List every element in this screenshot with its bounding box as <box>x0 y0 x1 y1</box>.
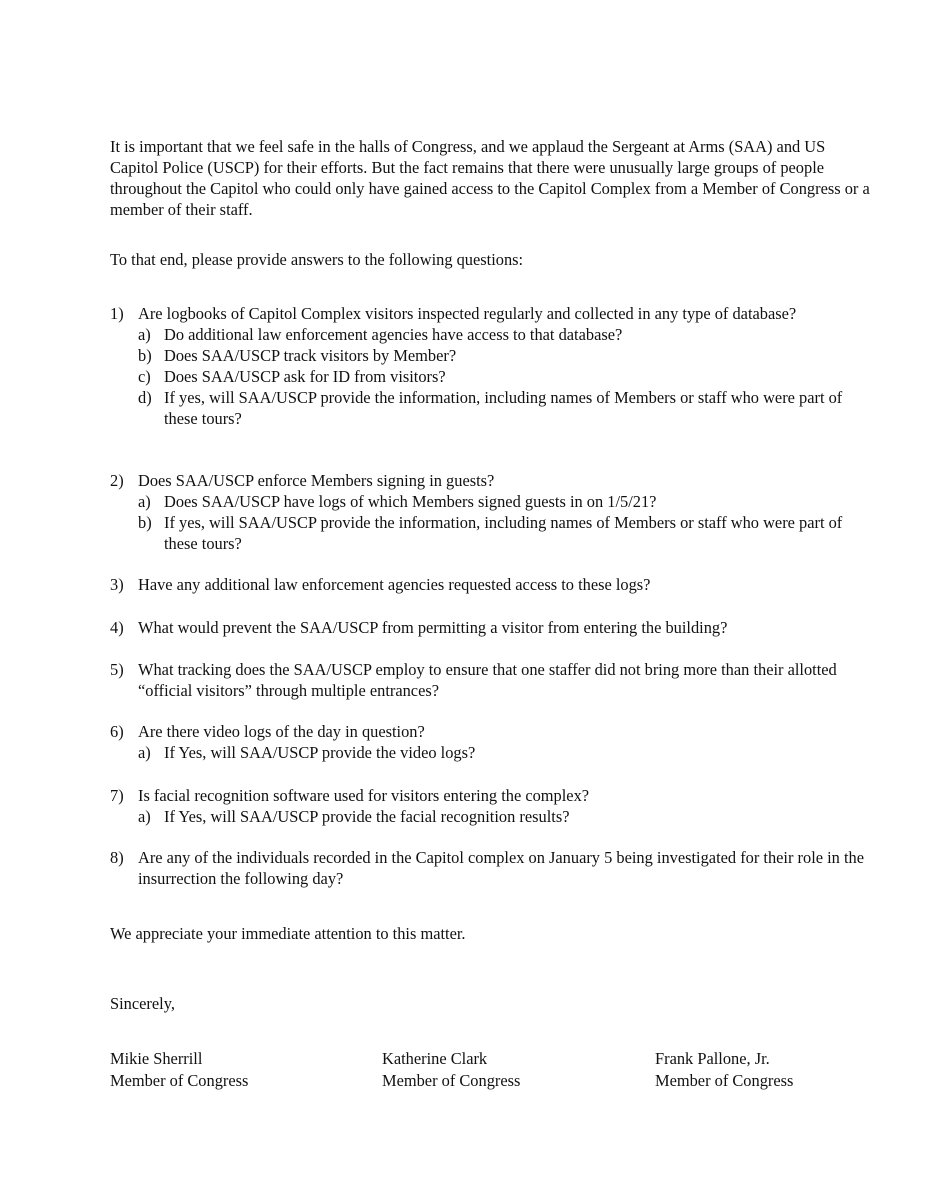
sub-question-letter: a) <box>138 325 151 344</box>
sub-question-list <box>110 806 870 827</box>
question-number: 8) <box>110 848 124 867</box>
sub-question <box>138 742 870 763</box>
signatory-2 <box>382 1048 602 1092</box>
question-number: 7) <box>110 786 124 805</box>
signatory-name: Mikie Sherrill <box>110 1049 203 1068</box>
question-number: 6) <box>110 722 124 741</box>
question-text: What would prevent the SAA/USCP from permitting a visitor from entering the building? <box>138 618 728 637</box>
sub-question <box>138 324 870 345</box>
sub-question-text: Does SAA/USCP have logs of which Members signed guests in on 1/5/21? <box>164 492 657 511</box>
sub-question-list <box>110 324 870 429</box>
question-text: Have any additional law enforcement agencies requested access to these logs? <box>138 575 651 594</box>
lead-paragraph: To that end, please provide answers to the following questions: <box>110 250 524 269</box>
sub-question <box>138 366 870 387</box>
question-text: Are there video logs of the day in question? <box>138 722 425 741</box>
sub-question-letter: c) <box>138 367 151 386</box>
sub-question-letter: a) <box>138 743 151 762</box>
closing-paragraph: We appreciate your immediate attention to this matter. <box>110 924 466 943</box>
sub-question-letter: b) <box>138 346 152 365</box>
question-number: 3) <box>110 575 124 594</box>
question-3 <box>110 574 870 595</box>
sub-question-text: Do additional law enforcement agencies have access to that database? <box>164 325 623 344</box>
sub-question <box>138 806 870 827</box>
signatory-title: Member of Congress <box>382 1071 521 1090</box>
sub-question <box>138 512 870 554</box>
question-text: Are logbooks of Capitol Complex visitors inspected regularly and collected in any type of database? <box>138 304 797 323</box>
signatory-title: Member of Congress <box>110 1071 249 1090</box>
sub-question <box>138 491 870 512</box>
intro-paragraph: It is important that we feel safe in the halls of Congress, and we applaud the Sergeant at Arms (SAA) and US Capitol Police (USCP) for their efforts. But the fact remains that there were unusually large groups of people throughout the Capitol who could only have gained access to the Capitol Complex from a Member of Congress or a member of their staff. <box>110 137 870 219</box>
question-text: Are any of the individuals recorded in the Capitol complex on January 5 being investigated for their role in the insurrection the following day? <box>138 848 864 888</box>
sub-question-text: If Yes, will SAA/USCP provide the video logs? <box>164 743 476 762</box>
sub-question-list <box>110 742 870 763</box>
sub-question-letter: a) <box>138 492 151 511</box>
question-number: 4) <box>110 618 124 637</box>
salutation: Sincerely, <box>110 994 175 1013</box>
question-text: What tracking does the SAA/USCP employ to ensure that one staffer did not bring more than their allotted “official visitors” through multiple entrances? <box>138 660 837 700</box>
question-1 <box>110 303 870 429</box>
question-text: Does SAA/USCP enforce Members signing in guests? <box>138 471 495 490</box>
sub-question-text: If yes, will SAA/USCP provide the information, including names of Members or staff who were part of these tours? <box>164 388 843 428</box>
sub-question-text: If Yes, will SAA/USCP provide the facial recognition results? <box>164 807 570 826</box>
signatory-3 <box>655 1048 875 1092</box>
question-7 <box>110 785 870 827</box>
signatory-1 <box>110 1048 330 1092</box>
question-text: Is facial recognition software used for visitors entering the complex? <box>138 786 590 805</box>
sub-question-letter: d) <box>138 388 152 407</box>
sub-question-text: Does SAA/USCP track visitors by Member? <box>164 346 457 365</box>
question-2 <box>110 470 870 554</box>
question-number: 5) <box>110 660 124 679</box>
question-number: 2) <box>110 471 124 490</box>
signatory-name: Frank Pallone, Jr. <box>655 1049 770 1068</box>
sub-question-list <box>110 491 870 554</box>
signatory-name: Katherine Clark <box>382 1049 488 1068</box>
signatory-title: Member of Congress <box>655 1071 794 1090</box>
sub-question <box>138 345 870 366</box>
question-4 <box>110 617 870 638</box>
question-8 <box>110 847 870 889</box>
question-6 <box>110 721 870 763</box>
sub-question-text: Does SAA/USCP ask for ID from visitors? <box>164 367 446 386</box>
sub-question-letter: b) <box>138 513 152 532</box>
question-5 <box>110 659 870 701</box>
question-number: 1) <box>110 304 124 323</box>
sub-question-text: If yes, will SAA/USCP provide the information, including names of Members or staff who were part of these tours? <box>164 513 843 553</box>
sub-question <box>138 387 870 429</box>
sub-question-letter: a) <box>138 807 151 826</box>
